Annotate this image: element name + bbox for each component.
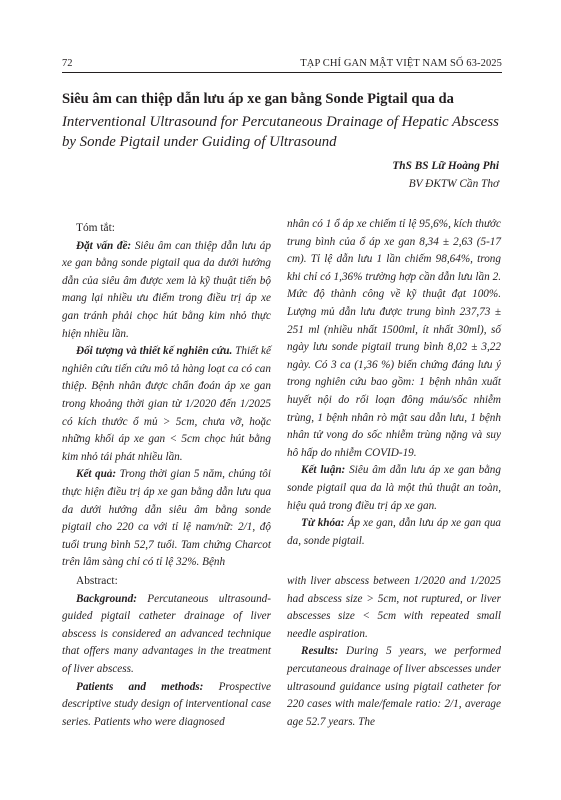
abstract-vi-results: [62, 466, 271, 572]
header-rule: [62, 72, 502, 73]
methods-label-vi: Đối tượng và thiết kế nghiên cứu.: [76, 345, 233, 358]
abstract-vi-heading: Tóm tắt:: [76, 222, 115, 234]
abstract-en-methods: [62, 679, 271, 732]
author-name: ThS BS Lữ Hoàng Phi: [392, 160, 499, 172]
journal-name: TẠP CHÍ GAN MẬT VIỆT NAM SỐ 63-2025: [300, 58, 502, 69]
title-english: Interventional Ultrasound for Percutaneous Drainage of Hepatic Abscess by Sonde Pigtail under Guiding of Ultrasound: [62, 114, 499, 150]
running-header: [62, 58, 502, 72]
methods-label-en: Patients and methods:: [76, 680, 204, 693]
page-number: 72: [62, 58, 73, 69]
background-text-en: Percutaneous ultrasound-guided pigtail catheter drainage of liver abscess is considered an advanced technique that offers many advantages in the treatment of liver abscess.: [62, 592, 271, 675]
abstract-vi-methods: [62, 343, 271, 466]
abstract-en-results: [287, 643, 501, 731]
results-label-vi: Kết quả:: [76, 468, 117, 481]
results-continued-vi: nhân có 1 ổ áp xe chiếm tỉ lệ 95,6%, kích thước trung bình của ổ áp xe gan 8,34 ± 2,63 (5-17 cm). Tỉ lệ dẫn lưu 1 lần chiếm 98,64%, trong khi chỉ có 1,36% trường hợp cần dẫn lưu lần 2. Mức độ thành công về kỹ thuật đạt 100%. Lượng mủ dẫn lưu được trung bình 237,73 ± 251 ml (nhiều nhất 1500ml, ít nhất 30ml), số ngày lưu sonde pigtail trung bình 8,02 ± 3,22 ngày. Có 3 ca (1,36 %) biến chứng đáng lưu ý trong nghiên cứu bao gồm: 1 bệnh nhân xuất huyết nội do rối loạn đông máu/sốc nhiễm trùng, 1 bệnh nhân rò mật sau dẫn lưu, 1 bệnh nhân tử vong do sốc nhiễm trùng nặng và suy hô hấp do nhiễm COVID-19.: [287, 218, 501, 459]
background-label-vi: Đặt vấn đề:: [76, 239, 132, 252]
abstract-en-background: [62, 591, 271, 679]
keywords-text-vi: Áp xe gan, dẫn lưu áp xe gan qua da, sonde pigtail.: [287, 517, 502, 547]
background-label-en: Background:: [76, 592, 137, 605]
abstract-vi-column-right: [287, 216, 501, 550]
abstract-vi-conclusion: [287, 462, 501, 515]
methods-text-vi-italic: Thiết kế nghiên cứu tiến cứu mô tả hàng loạt ca có can thiệp.: [62, 345, 271, 393]
methods-continued-en: with liver abscess between 1/2020 and 1/2025 had abscess size > 5cm, not ruptured, or liver abscesses size < 5cm with repeated small needle aspiration.: [287, 575, 501, 640]
abstract-en-column-right: [287, 573, 501, 731]
keywords-label-vi: Từ khóa:: [301, 517, 345, 530]
results-text-en: During 5 years, we performed percutaneous drainage of liver abscesses under ultrasound guidance using pigtail catheter for 220 cases with male/female ratio: 2/1, average age 52.7 years. The: [287, 645, 501, 728]
abstract-vi-background: [62, 238, 271, 344]
results-label-en: Results:: [301, 645, 339, 658]
methods-text-en: Prospective descriptive study design of interventional case series. Patients who were diagnosed: [62, 680, 271, 728]
title-vietnamese: Siêu âm can thiệp dẫn lưu áp xe gan bằng Sonde Pigtail qua da: [62, 91, 454, 107]
conclusion-label-vi: Kết luận:: [301, 464, 346, 477]
methods-text-vi: Bệnh nhân được chẩn đoán áp xe gan trong khoảng thời gian từ 1/2020 đến 1/2025 có kích thước ổ mủ > 5cm, chưa vỡ, hoặc những khối áp xe gan < 5cm chọc hút bằng kim nhỏ tái phát nhiều lần.: [62, 380, 271, 463]
abstract-en-column-left: [62, 573, 271, 731]
results-text-vi: Trong thời gian 5 năm, chúng tôi thực hiện điều trị áp xe gan bằng dẫn lưu qua da dưới hướng dẫn siêu âm bằng sonde pigtail cho 220 ca với tỉ lệ nam/nữ: 2/1, độ tuổi trung bình 52,7 tuổi. Tam chứng Charcot trên lâm sàng chỉ có tỉ lệ 32%. Bệnh: [62, 468, 272, 569]
author-affiliation: BV ĐKTW Cần Thơ: [408, 178, 499, 190]
background-text-vi: Siêu âm can thiệp dẫn lưu áp xe gan bằng sonde pigtail qua da dưới hướng dẫn của siêu âm được xem là kỹ thuật tiến bộ mang lại nhiều ưu điểm trong điều trị áp xe gan tránh phải chọc hút bằng kim nhỏ thực hiện nhiều lần.: [62, 239, 271, 340]
abstract-vi-keywords: [287, 515, 501, 550]
abstract-vi-column-left: [62, 220, 271, 572]
abstract-en-heading: Abstract:: [76, 575, 118, 587]
conclusion-text-vi: Siêu âm dẫn lưu áp xe gan bằng sonde pigtail qua da là một thủ thuật an toàn, hiệu quả trong điều trị áp xe gan.: [287, 464, 501, 512]
